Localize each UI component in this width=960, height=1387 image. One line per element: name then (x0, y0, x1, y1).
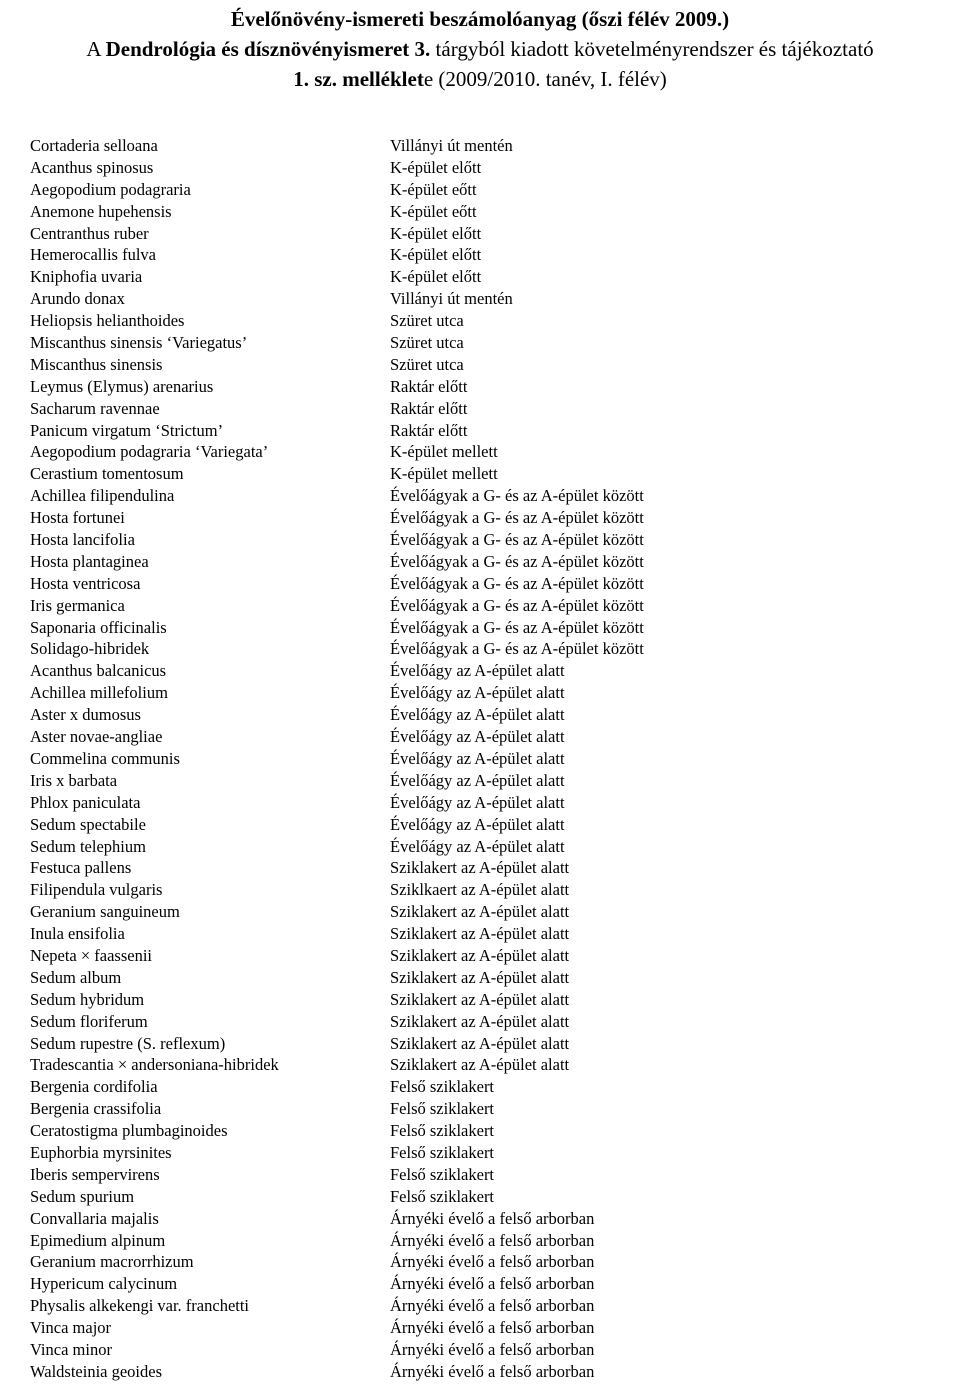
plant-location: Évelőágy az A-épület alatt (390, 748, 565, 768)
course-name: Dendrológia és dísznövényismeret 3. (105, 37, 431, 61)
list-item (30, 989, 950, 1011)
plant-name: Iris x barbata (30, 770, 118, 790)
list-item (30, 617, 950, 639)
list-item (30, 1054, 950, 1076)
plant-location: Felső sziklakert (390, 1099, 495, 1119)
list-item (30, 1339, 950, 1361)
plant-name: Festuca pallens (30, 858, 132, 878)
plant-name: Sedum floriferum (30, 1011, 148, 1031)
plant-location: Villányi út mentén (390, 289, 513, 309)
list-item (30, 1251, 950, 1273)
plant-location: Évelőágy az A-épület alatt (390, 792, 565, 812)
plant-location: Felső sziklakert (390, 1186, 495, 1206)
list-item (30, 879, 950, 901)
list-item (30, 420, 950, 442)
plant-name: Phlox paniculata (30, 792, 141, 812)
list-item (30, 857, 950, 879)
plant-name: Arundo donax (30, 289, 125, 309)
plant-location: Évelőágyak a G- és az A-épület között (390, 508, 644, 528)
appendix-number: 1. sz. melléklet (293, 67, 424, 91)
list-item (30, 573, 950, 595)
list-item (30, 310, 950, 332)
plant-name: Bergenia crassifolia (30, 1099, 162, 1119)
plant-location: Raktár előtt (390, 398, 468, 418)
plant-location: Évelőágyak a G- és az A-épület között (390, 617, 644, 637)
plant-location: Évelőágy az A-épület alatt (390, 705, 565, 725)
plant-name: Hypericum calycinum (30, 1274, 178, 1294)
plant-name: Tradescantia × andersoniana-hibridek (30, 1055, 279, 1075)
plant-name: Iris germanica (30, 595, 125, 615)
plant-location: Évelőágyak a G- és az A-épület között (390, 551, 644, 571)
list-item (30, 1098, 950, 1120)
list-item (30, 157, 950, 179)
plant-name: Miscanthus sinensis (30, 354, 163, 374)
plant-location: Sziklakert az A-épület alatt (390, 945, 570, 965)
plant-name: Miscanthus sinensis ‘Variegatus’ (30, 333, 248, 353)
list-item (30, 1011, 950, 1033)
plant-name: Hosta lancifolia (30, 530, 135, 550)
plant-location: Árnyéki évelő a felső arborban (390, 1230, 595, 1250)
plant-name: Hosta plantaginea (30, 551, 149, 571)
document-header (0, 4, 960, 94)
plant-name: Epimedium alpinum (30, 1230, 166, 1250)
plant-name: Solidago-hibridek (30, 639, 150, 659)
list-item (30, 836, 950, 858)
document-subtitle (0, 34, 960, 64)
plant-name: Aegopodium podagraria ‘Variegata’ (30, 442, 269, 462)
appendix-line (0, 64, 960, 94)
plant-location: Sziklakert az A-épület alatt (390, 902, 570, 922)
list-item (30, 945, 950, 967)
plant-name: Sedum rupestre (S. reflexum) (30, 1033, 226, 1053)
list-item (30, 288, 950, 310)
list-item (30, 398, 950, 420)
list-item (30, 223, 950, 245)
plant-location: Felső sziklakert (390, 1121, 495, 1141)
plant-location: Árnyéki évelő a felső arborban (390, 1296, 595, 1316)
plant-name: Achillea millefolium (30, 683, 168, 703)
list-item (30, 179, 950, 201)
plant-location: Sziklakert az A-épület alatt (390, 924, 570, 944)
plant-name: Kniphofia uvaria (30, 267, 143, 287)
plant-location: Évelőágyak a G- és az A-épület között (390, 530, 644, 550)
plant-location: Évelőágyak a G- és az A-épület között (390, 595, 644, 615)
plant-location: Felső sziklakert (390, 1077, 495, 1097)
plant-location: Szüret utca (390, 354, 464, 374)
list-item (30, 376, 950, 398)
plant-location: Sziklakert az A-épület alatt (390, 1011, 570, 1031)
plant-location: Villányi út mentén (390, 136, 513, 155)
list-item (30, 354, 950, 376)
list-item (30, 244, 950, 266)
list-item (30, 814, 950, 836)
list-item (30, 923, 950, 945)
plant-name: Acanthus balcanicus (30, 661, 167, 681)
plant-name: Acanthus spinosus (30, 157, 154, 177)
plant-name: Aegopodium podagraria (30, 179, 191, 199)
list-item (30, 792, 950, 814)
plant-location: Sziklakert az A-épület alatt (390, 1055, 570, 1075)
plant-name: Inula ensifolia (30, 924, 125, 944)
list-item (30, 770, 950, 792)
plant-location: Árnyéki évelő a felső arborban (390, 1318, 595, 1338)
list-item (30, 1295, 950, 1317)
list-item (30, 660, 950, 682)
plant-location: K-épület mellett (390, 464, 498, 484)
plant-location: Évelőágyak a G- és az A-épület között (390, 639, 644, 659)
list-item (30, 748, 950, 770)
plant-name: Sedum spurium (30, 1186, 135, 1206)
plant-name: Sedum album (30, 967, 122, 987)
plant-name: Sedum telephium (30, 836, 146, 856)
plant-name: Achillea filipendulina (30, 486, 175, 506)
plant-name: Physalis alkekengi var. franchetti (30, 1296, 250, 1316)
plant-list (30, 135, 950, 1383)
plant-location: K-épület eőtt (390, 179, 477, 199)
plant-location: K-épület előtt (390, 267, 482, 287)
plant-location: Sziklakert az A-épület alatt (390, 989, 570, 1009)
plant-name: Vinca minor (30, 1339, 112, 1359)
plant-location: Raktár előtt (390, 376, 468, 396)
plant-name: Anemone hupehensis (30, 201, 172, 221)
list-item (30, 1361, 950, 1383)
plant-location: K-épület eőtt (390, 201, 477, 221)
plant-location: Felső sziklakert (390, 1142, 495, 1162)
list-item (30, 682, 950, 704)
plant-name: Aster x dumosus (30, 705, 141, 725)
plant-name: Convallaria majalis (30, 1208, 159, 1228)
plant-location: Árnyéki évelő a felső arborban (390, 1208, 595, 1228)
plant-location: Évelőágyak a G- és az A-épület között (390, 486, 644, 506)
plant-location: Évelőágy az A-épület alatt (390, 836, 565, 856)
plant-name: Geranium macrorrhizum (30, 1252, 194, 1272)
plant-name: Leymus (Elymus) arenarius (30, 376, 214, 396)
plant-name: Filipendula vulgaris (30, 880, 163, 900)
plant-location: Évelőágyak a G- és az A-épület között (390, 573, 644, 593)
list-item (30, 1076, 950, 1098)
list-item (30, 201, 950, 223)
plant-location: Sziklakert az A-épület alatt (390, 967, 570, 987)
plant-name: Saponaria officinalis (30, 617, 167, 637)
plant-name: Waldsteinia geoides (30, 1361, 163, 1381)
list-item (30, 1317, 950, 1339)
plant-name: Hosta fortunei (30, 508, 125, 528)
plant-name: Euphorbia myrsinites (30, 1142, 172, 1162)
plant-location: Szüret utca (390, 311, 464, 331)
list-item (30, 595, 950, 617)
list-item (30, 529, 950, 551)
plant-name: Geranium sanguineum (30, 902, 180, 922)
list-item (30, 1033, 950, 1055)
list-item (30, 266, 950, 288)
plant-location: Évelőágy az A-épület alatt (390, 661, 565, 681)
plant-name: Cortaderia selloana (30, 136, 158, 155)
plant-name: Commelina communis (30, 748, 180, 768)
plant-name: Sacharum ravennae (30, 398, 160, 418)
plant-location: Felső sziklakert (390, 1164, 495, 1184)
list-item (30, 1120, 950, 1142)
list-item (30, 463, 950, 485)
plant-name: Heliopsis helianthoides (30, 311, 185, 331)
plant-location: Árnyéki évelő a felső arborban (390, 1361, 595, 1381)
list-item (30, 135, 950, 157)
plant-location: Évelőágy az A-épület alatt (390, 727, 565, 747)
plant-name: Hemerocallis fulva (30, 245, 156, 265)
list-item (30, 1273, 950, 1295)
list-item (30, 1142, 950, 1164)
plant-name: Panicum virgatum ‘Strictum’ (30, 420, 224, 440)
plant-location: K-épület előtt (390, 223, 482, 243)
plant-location: K-épület előtt (390, 245, 482, 265)
plant-location: Árnyéki évelő a felső arborban (390, 1252, 595, 1272)
plant-name: Sedum spectabile (30, 814, 146, 834)
list-item (30, 1186, 950, 1208)
plant-location: Raktár előtt (390, 420, 468, 440)
plant-location: Évelőágy az A-épület alatt (390, 814, 565, 834)
plant-name: Hosta ventricosa (30, 573, 141, 593)
list-item (30, 332, 950, 354)
list-item (30, 485, 950, 507)
plant-location: Sziklkaert az A-épület alatt (390, 880, 570, 900)
plant-name: Vinca major (30, 1318, 112, 1338)
list-item (30, 1164, 950, 1186)
list-item (30, 638, 950, 660)
plant-location: Árnyéki évelő a felső arborban (390, 1274, 595, 1294)
list-item (30, 967, 950, 989)
plant-name: Cerastium tomentosum (30, 464, 184, 484)
subtitle-rest: tárgyból kiadott követelményrendszer és tájékoztató (430, 37, 874, 61)
plant-location: K-épület előtt (390, 157, 482, 177)
list-item (30, 704, 950, 726)
plant-location: Évelőágy az A-épület alatt (390, 683, 565, 703)
plant-name: Sedum hybridum (30, 989, 145, 1009)
list-item (30, 901, 950, 923)
plant-name: Nepeta × faassenii (30, 945, 153, 965)
plant-location: Szüret utca (390, 333, 464, 353)
list-item (30, 726, 950, 748)
plant-name: Centranthus ruber (30, 223, 149, 243)
plant-name: Ceratostigma plumbaginoides (30, 1121, 228, 1141)
plant-name: Aster novae-angliae (30, 727, 163, 747)
plant-location: K-épület mellett (390, 442, 498, 462)
plant-name: Iberis sempervirens (30, 1164, 160, 1184)
list-item (30, 441, 950, 463)
plant-location: Évelőágy az A-épület alatt (390, 770, 565, 790)
document-title: Évelőnövény-ismereti beszámolóanyag (őszi félév 2009.) (230, 7, 730, 31)
plant-name: Bergenia cordifolia (30, 1077, 158, 1097)
subtitle-prefix: A (86, 37, 106, 61)
list-item (30, 507, 950, 529)
list-item (30, 551, 950, 573)
appendix-period: e (2009/2010. tanév, I. félév) (423, 67, 667, 91)
plant-location: Árnyéki évelő a felső arborban (390, 1339, 595, 1359)
list-item (30, 1208, 950, 1230)
plant-location: Sziklakert az A-épület alatt (390, 858, 570, 878)
list-item (30, 1230, 950, 1252)
plant-location: Sziklakert az A-épület alatt (390, 1033, 570, 1053)
